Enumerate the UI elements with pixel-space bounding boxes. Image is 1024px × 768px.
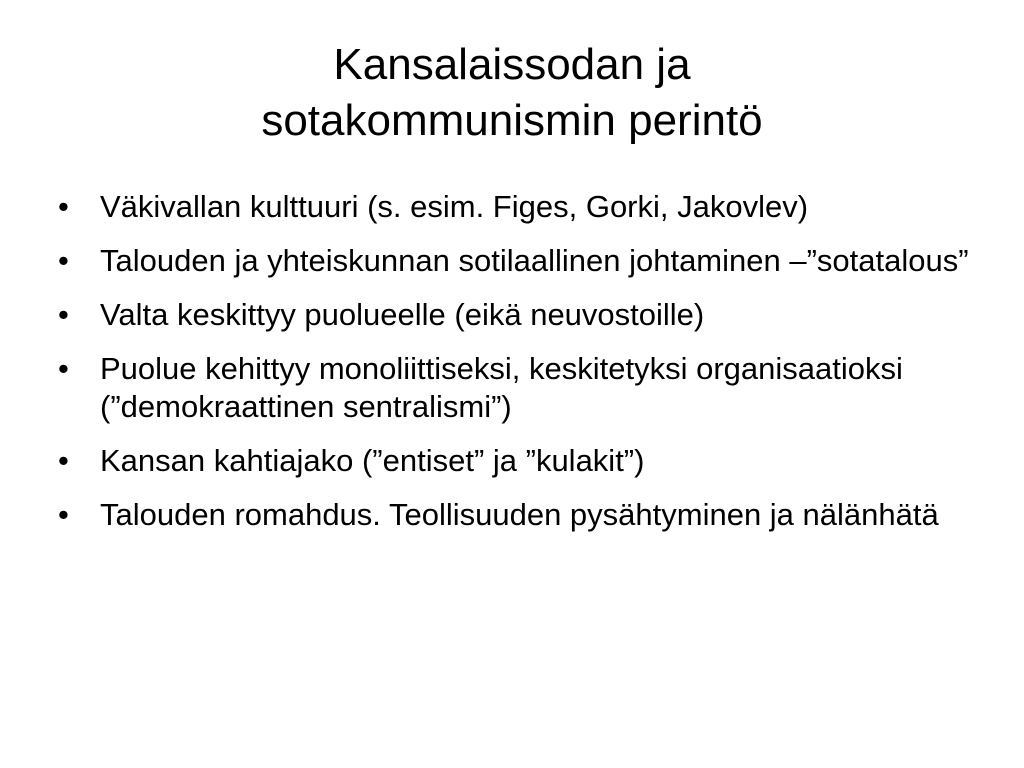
bullet-icon: • xyxy=(58,243,69,278)
bullet-item-division xyxy=(58,442,988,480)
bullet-icon: • xyxy=(58,189,69,224)
bullet-text: Valta keskittyy puolueelle (eikä neuvostoille) xyxy=(100,297,705,332)
bullet-item-war-economy xyxy=(58,242,988,280)
bullet-icon: • xyxy=(58,497,69,532)
bullet-text: Puolue kehittyy monoliittiseksi, keskitetyksi organisaatioksi (”demokraattinen sentralismi”) xyxy=(100,351,903,424)
bullet-text: Talouden ja yhteiskunnan sotilaallinen johtaminen –”sotatalous” xyxy=(100,243,969,278)
bullet-item-party-power xyxy=(58,296,988,334)
slide-title xyxy=(0,37,1024,149)
bullet-text: Väkivallan kulttuuri (s. esim. Figes, Gorki, Jakovlev) xyxy=(100,189,809,224)
bullet-item-economic-collapse xyxy=(58,496,988,534)
bullet-icon: • xyxy=(58,297,69,332)
bullet-icon: • xyxy=(58,443,69,478)
bullet-list xyxy=(58,188,988,550)
bullet-text: Talouden romahdus. Teollisuuden pysähtyminen ja nälänhätä xyxy=(100,497,939,532)
bullet-icon: • xyxy=(58,351,69,386)
slide-title-line-2: sotakommunismin perintö xyxy=(261,96,763,145)
bullet-item-violence-culture xyxy=(58,188,988,226)
slide-title-line-1: Kansalaissodan ja xyxy=(333,40,691,89)
bullet-text: Kansan kahtiajako (”entiset” ja ”kulakit”) xyxy=(100,443,645,478)
bullet-item-centralism xyxy=(58,350,988,426)
